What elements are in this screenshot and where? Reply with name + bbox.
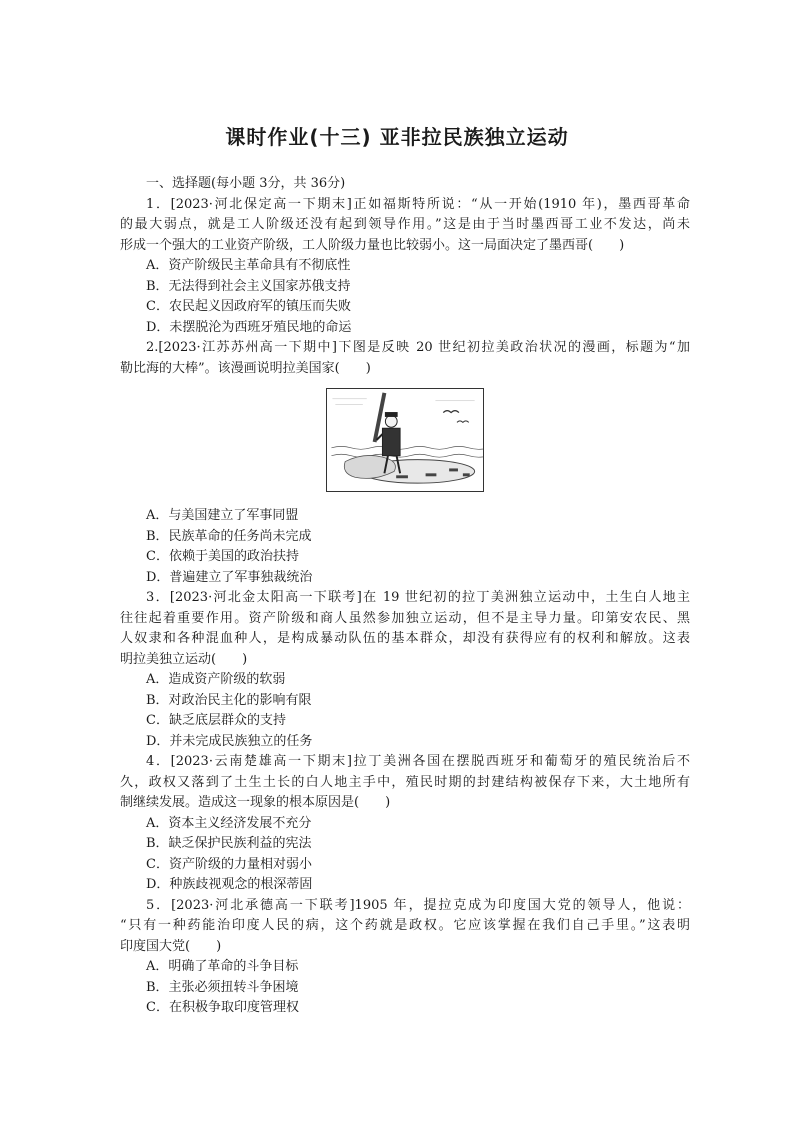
section-header: 一、选择题(每小题 3分，共 36分) [146, 176, 346, 191]
question-2-stem-line-1: 2.[2023·江苏苏州高一下期中]下图是反映 20 世纪初拉美政治状况的漫画，标题为“加 [146, 340, 690, 355]
question-3-stem-line-4: 明拉美独立运动( ) [120, 651, 248, 667]
question-3-stem-line-1: 3．[2023·河北金太阳高一下联考]在 19 世纪初的拉丁美洲独立运动中，土生白人地主 [146, 590, 690, 605]
cartoon-container [120, 388, 690, 492]
question-3-option-d[interactable]: D．并未完成民族独立的任务 [146, 733, 313, 749]
question-3 [120, 588, 690, 752]
question-1-option-a[interactable]: A．资产阶级民主革命具有不彻底性 [146, 258, 351, 273]
question-4-option-c[interactable]: C．资产阶级的力量相对弱小 [146, 856, 312, 872]
question-content [120, 174, 690, 1019]
question-3-stem-line-2: 往往起着重要作用。资产阶级和商人虽然参加独立运动，但不是主导力量。印第安农民、黑 [120, 610, 690, 626]
question-5-option-b[interactable]: B．主张必须扭转斗争困境 [146, 979, 299, 995]
question-4-stem-line-3: 制继续发展。造成这一现象的根本原因是( ) [120, 795, 391, 810]
question-1-stem-line-1: 1．[2023·河北保定高一下期末]正如福斯特所说：“从一开始(1910 年)，墨西哥革命 [146, 196, 690, 212]
question-4-option-b[interactable]: B．缺乏保护民族利益的宪法 [146, 836, 312, 851]
question-1-option-b[interactable]: B．无法得到社会主义国家苏俄支持 [146, 278, 351, 294]
question-1 [120, 195, 690, 339]
question-2-option-c[interactable]: C．依赖于美国的政治扶持 [146, 549, 299, 564]
question-4-stem-line-2: 久，政权又落到了土生土长的白人地主手中，殖民时期的封建结构被保存下来，大土地所有 [120, 774, 690, 790]
question-2-option-b[interactable]: B．民族革命的任务尚未完成 [146, 528, 312, 544]
question-5-option-a[interactable]: A．明确了革命的斗争目标 [146, 959, 299, 974]
question-4-stem-line-1: 4．[2023·云南楚雄高一下期末]拉丁美洲各国在摆脱西班牙和葡萄牙的殖民统治后不 [146, 754, 690, 769]
question-1-stem-line-2: 的最大弱点，就是工人阶级还没有起到领导作用。”这是由于当时墨西哥工业不发达，尚未 [120, 217, 690, 232]
question-4 [120, 752, 690, 896]
question-3-option-a[interactable]: A．造成资产阶级的软弱 [146, 672, 286, 687]
question-2 [120, 338, 690, 588]
question-5-stem-line-2: “只有一种药能治印度人民的病，这个药就是政权。它应该掌握在我们自己手里。”这表明 [120, 918, 690, 933]
question-1-option-c[interactable]: C．农民起义因政府军的镇压而失败 [146, 299, 351, 314]
question-5-option-c[interactable]: C．在积极争取印度管理权 [146, 1000, 299, 1015]
question-5 [120, 896, 690, 1019]
question-5-stem-line-3: 印度国大党( ) [120, 938, 222, 954]
question-5-stem-line-1: 5．[2023·河北承德高一下联考]1905 年，提拉克成为印度国大党的领导人，他说： [146, 897, 690, 913]
question-1-stem-line-3: 形成一个强大的工业资产阶级，工人阶级力量也比较弱小。这一局面决定了墨西哥( ) [120, 237, 625, 253]
big-stick-cartoon-image [326, 388, 484, 492]
question-2-option-a[interactable]: A．与美国建立了军事同盟 [146, 508, 299, 523]
question-3-option-b[interactable]: B．对政治民主化的影响有限 [146, 692, 312, 708]
page-title: 课时作业(十三) 亚非拉民族独立运动 [225, 125, 569, 149]
question-4-option-d[interactable]: D．种族歧视观念的根深蒂固 [146, 877, 313, 892]
question-2-stem-line-2: 勒比海的大棒”。该漫画说明拉美国家( ) [120, 360, 371, 376]
question-2-option-d[interactable]: D．普遍建立了军事独裁统治 [146, 569, 313, 585]
question-4-option-a[interactable]: A．资本主义经济发展不充分 [146, 815, 312, 831]
question-3-stem-line-3: 人奴隶和各种混血种人，是构成暴动队伍的基本群众，却没有获得应有的权利和解放。这表 [120, 631, 690, 646]
question-1-option-d[interactable]: D．未摆脱沦为西班牙殖民地的命运 [146, 319, 352, 335]
question-3-option-c[interactable]: C．缺乏底层群众的支持 [146, 713, 286, 728]
